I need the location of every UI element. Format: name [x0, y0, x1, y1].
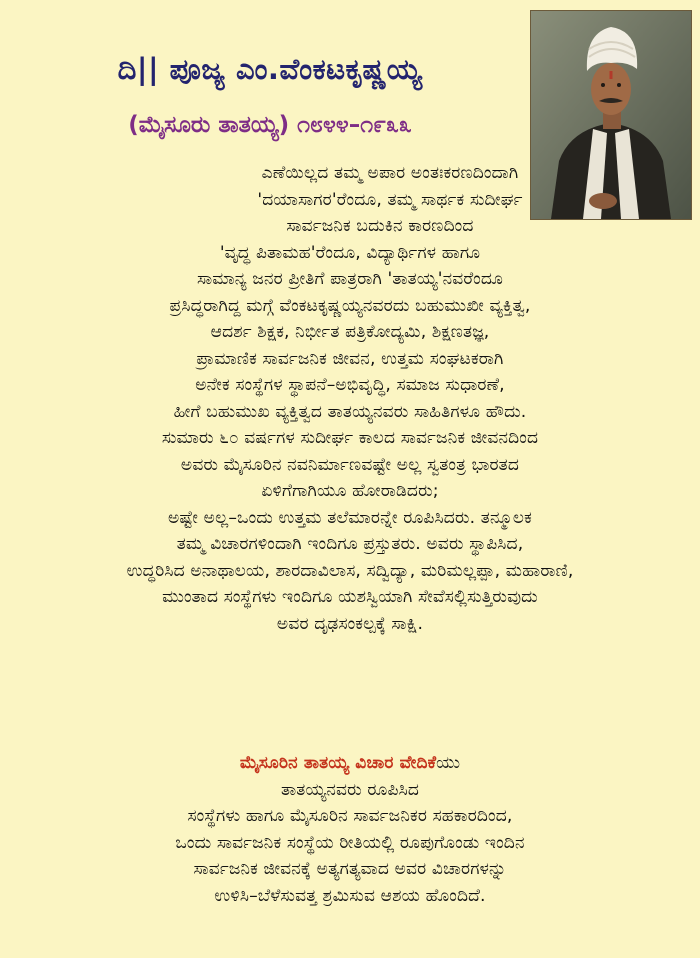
- paragraph-line: ಉಳಿಸಿ–ಬೆಳೆಸುವತ್ತ ಶ್ರಮಿಸುವ ಆಶಯ ಹೊಂದಿದೆ.: [214, 885, 486, 906]
- paragraph-line: ತಾತಯ್ಯನವರು ರೂಪಿಸಿದ: [280, 779, 420, 800]
- page-title: ದಿ|| ಪೂಜ್ಯ ಎಂ.ವೆಂಕಟಕೃಷ್ಣಯ್ಯ: [117, 52, 423, 86]
- paragraph-line: ಸುಮಾರು ೬೦ ವರ್ಷಗಳ ಸುದೀರ್ಘ ಕಾಲದ ಸಾರ್ವಜನಿಕ ಜೀವನದಿಂದ: [161, 428, 539, 448]
- paragraph-line: ಅನೇಕ ಸಂಸ್ಥೆಗಳ ಸ್ಥಾಪನೆ–ಅಭಿವೃದ್ಧಿ, ಸಮಾಜ ಸುಧಾರಣೆ,: [195, 375, 505, 395]
- paragraph-line: ಪ್ರಾಮಾಣಿಕ ಸಾರ್ವಜನಿಕ ಜೀವನ, ಉತ್ತಮ ಸಂಘಟಕರಾಗಿ: [196, 348, 504, 369]
- paragraph-line: ಸಾಮಾನ್ಯ ಜನರ ಪ್ರೀತಿಗೆ ಪಾತ್ರರಾಗಿ 'ತಾತಯ್ಯ'ನವರೆಂದೂ: [196, 269, 504, 289]
- paragraph-line: ಒಂದು ಸಾರ್ವಜನಿಕ ಸಂಸ್ಥೆಯ ರೀತಿಯಲ್ಲಿ ರೂಪುಗೊಂಡು ಇಂದಿನ: [175, 832, 525, 853]
- paragraph-line: ಏಳಿಗೆಗಾಗಿಯೂ ಹೋರಾಡಿದರು;: [261, 481, 439, 501]
- paragraph-line: 'ವೃದ್ಧ ಪಿತಾಮಹ'ರೆಂದೂ, ವಿದ್ಯಾರ್ಥಿಗಳ ಹಾಗೂ: [219, 242, 481, 263]
- paragraph-line: ಹೀಗೆ ಬಹುಮುಖ ವ್ಯಕ್ತಿತ್ವದ ತಾತಯ್ಯನವರು ಸಾಹಿತಿಗಳೂ ಹೌದು.: [173, 401, 527, 422]
- forum-heading-suffix: ಯು: [436, 753, 461, 773]
- paragraph-line: ಮುಂತಾದ ಸಂಸ್ಥೆಗಳು ಇಂದಿಗೂ ಯಶಸ್ವಿಯಾಗಿ ಸೇವೆಸಲ್ಲಿಸುತ್ತಿರುವುದು: [162, 587, 538, 607]
- forum-heading: ಮೈಸೂರಿನ ತಾತಯ್ಯ ವಿಚಾರ ವೇದಿಕೆ: [239, 753, 437, 773]
- paragraph-line: ಅಷ್ಟೇ ಅಲ್ಲ–ಒಂದು ಉತ್ತಮ ತಲೆಮಾರನ್ನೇ ರೂಪಿಸಿದರು. ತನ್ಮೂಲಕ: [168, 507, 532, 528]
- paragraph-line: ತಮ್ಮ ವಿಚಾರಗಳಿಂದಾಗಿ ಇಂದಿಗೂ ಪ್ರಸ್ತುತರು. ಅವರು ಸ್ಥಾಪಿಸಿದ,: [176, 534, 524, 554]
- paragraph-line: ಎಣೆಯಿಲ್ಲದ ತಮ್ಮ ಅಪಾರ ಅಂತಃಕರಣದಿಂದಾಗಿ: [261, 163, 519, 183]
- paragraph-line: ಅವರ ದೃಢಸಂಕಲ್ಪಕ್ಕೆ ಸಾಕ್ಷಿ.: [276, 613, 424, 634]
- paragraph-line: ಅವರು ಮೈಸೂರಿನ ನವನಿರ್ಮಾಣವಷ್ಟೇ ಅಲ್ಲ ಸ್ವತಂತ್ರ ಭಾರತದ: [180, 454, 520, 475]
- paragraph-line: ಸಾರ್ವಜನಿಕ ಬದುಕಿನ ಕಾರಣದಿಂದ: [286, 216, 474, 236]
- paragraph-line: ಆದರ್ಶ ಶಿಕ್ಷಕ, ನಿರ್ಭೀತ ಪತ್ರಿಕೋದ್ಯಮಿ, ಶಿಕ್ಷಣತಜ್ಞ,: [210, 322, 490, 342]
- paragraph-line: 'ದಯಾಸಾಗರ'ರೆಂದೂ, ತಮ್ಮ ಸಾರ್ಥಕ ಸುದೀರ್ಘ: [257, 189, 523, 210]
- forum-paragraph: [0, 750, 700, 909]
- paragraph-line: ಉದ್ಧರಿಸಿದ ಅನಾಥಾಲಯ, ಶಾರದಾವಿಲಾಸ, ಸದ್ವಿದ್ಯಾ, ಮರಿಮಲ್ಲಪ್ಪಾ, ಮಹಾರಾಣಿ,: [126, 560, 574, 581]
- paragraph-line: ಸಾರ್ವಜನಿಕ ಜೀವನಕ್ಕೆ ಅತ್ಯಗತ್ಯವಾದ ಅವರ ವಿಚಾರಗಳನ್ನು: [193, 859, 507, 879]
- forum-heading-line: [0, 750, 700, 777]
- biography-paragraph: [0, 160, 700, 637]
- page-subtitle: (ಮೈಸೂರು ತಾತಯ್ಯ) ೧೮೪೪–೧೯೩೩: [128, 112, 412, 138]
- paragraph-line: ಪ್ರಸಿದ್ಧರಾಗಿದ್ದ ಮಗ್ಗೆ ವೆಂಕಟಕೃಷ್ಣಯ್ಯನವರದು ಬಹುಮುಖೀ ವ್ಯಕ್ತಿತ್ವ,: [169, 295, 531, 316]
- paragraph-line: ಸಂಸ್ಥೆಗಳು ಹಾಗೂ ಮೈಸೂರಿನ ಸಾರ್ವಜನಿಕರ ಸಹಕಾರದಿಂದ,: [187, 806, 513, 826]
